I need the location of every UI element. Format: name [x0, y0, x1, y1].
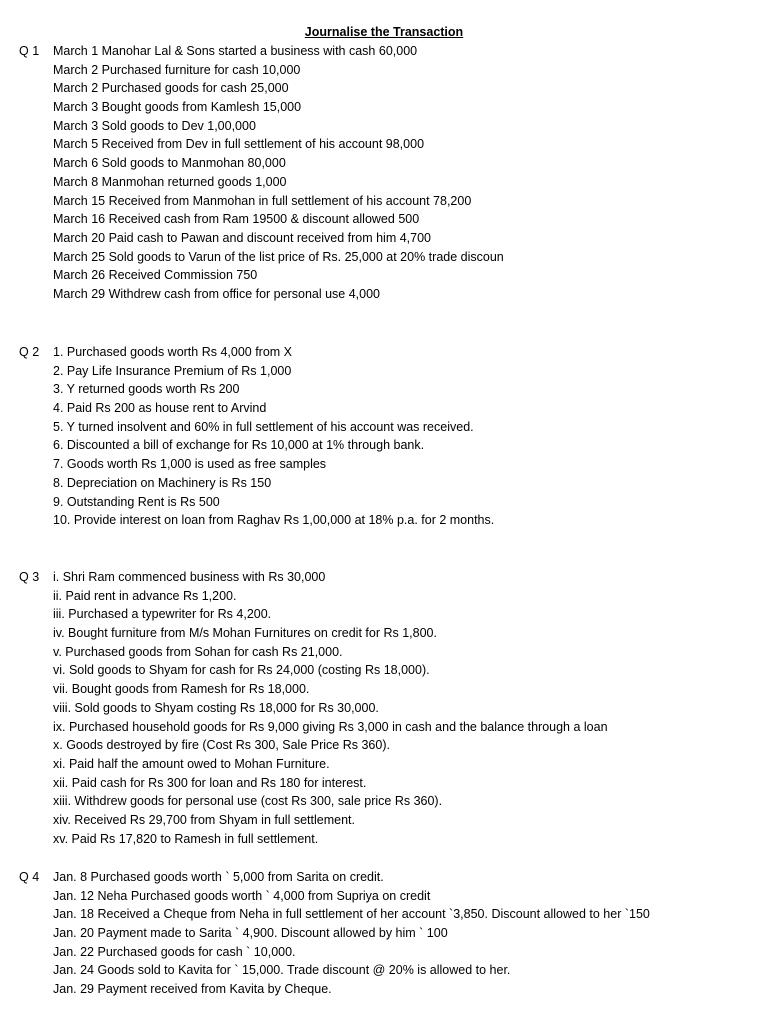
transaction-item: March 20 Paid cash to Pawan and discount received from him 4,700 — [53, 230, 431, 245]
transaction-item: iii. Purchased a typewriter for Rs 4,200. — [53, 607, 272, 622]
transaction-item: Jan. 29 Payment received from Kavita by Cheque. — [53, 982, 332, 997]
transaction-item: Jan. 24 Goods sold to Kavita for ` 15,000. Trade discount @ 20% is allowed to her. — [53, 963, 511, 978]
transaction-item: xii. Paid cash for Rs 300 for loan and Rs 180 for interest. — [53, 775, 367, 790]
transaction-item: March 15 Received from Manmohan in full settlement of his account 78,200 — [53, 193, 472, 208]
transaction-item: March 8 Manmohan returned goods 1,000 — [53, 174, 287, 189]
transaction-item: March 2 Purchased furniture for cash 10,000 — [53, 62, 301, 77]
transaction-item: viii. Sold goods to Shyam costing Rs 18,000 for Rs 30,000. — [53, 700, 379, 715]
transaction-list — [53, 868, 763, 999]
transaction-item: Jan. 20 Payment made to Sarita ` 4,900. Discount allowed by him ` 100 — [53, 926, 448, 941]
transaction-item: ix. Purchased household goods for Rs 9,000 giving Rs 3,000 in cash and the balance through a loan — [53, 719, 608, 734]
transaction-item: xv. Paid Rs 17,820 to Ramesh in full settlement. — [53, 831, 319, 846]
question-number: Q 1 — [19, 44, 40, 58]
transaction-item: 7. Goods worth Rs 1,000 is used as free samples — [53, 457, 327, 472]
transaction-item: March 5 Received from Dev in full settlement of his account 98,000 — [53, 137, 425, 152]
transaction-item: 2. Pay Life Insurance Premium of Rs 1,000 — [53, 363, 292, 378]
transaction-item: vii. Bought goods from Ramesh for Rs 18,000. — [53, 682, 310, 697]
transaction-item: March 26 Received Commission 750 — [53, 268, 258, 283]
transaction-item: iv. Bought furniture from M/s Mohan Furnitures on credit for Rs 1,800. — [53, 626, 437, 641]
transaction-item: March 1 Manohar Lal & Sons started a business with cash 60,000 — [53, 44, 418, 58]
transaction-item: March 29 Withdrew cash from office for personal use 4,000 — [53, 286, 381, 301]
transaction-item: v. Purchased goods from Sohan for cash Rs 21,000. — [53, 644, 343, 659]
transaction-item: 8. Depreciation on Machinery is Rs 150 — [53, 475, 272, 490]
transaction-list — [53, 568, 763, 848]
transaction-list — [53, 42, 763, 304]
transaction-item: x. Goods destroyed by fire (Cost Rs 300, Sale Price Rs 360). — [53, 738, 390, 753]
transaction-item: March 3 Bought goods from Kamlesh 15,000 — [53, 100, 302, 115]
transaction-item: Jan. 18 Received a Cheque from Neha in full settlement of her account `3,850. Discount allowed to her `150 — [53, 907, 650, 922]
transaction-item: 10. Provide interest on loan from Raghav Rs 1,00,000 at 18% p.a. for 2 months. — [53, 513, 495, 528]
transaction-item: March 3 Sold goods to Dev 1,00,000 — [53, 118, 256, 133]
transaction-item: xiv. Received Rs 29,700 from Shyam in full settlement. — [53, 812, 355, 827]
transaction-item: March 6 Sold goods to Manmohan 80,000 — [53, 156, 286, 171]
transaction-item: 9. Outstanding Rent is Rs 500 — [53, 494, 220, 509]
transaction-item: March 2 Purchased goods for cash 25,000 — [53, 81, 289, 96]
transaction-item: 1. Purchased goods worth Rs 4,000 from X — [53, 345, 293, 359]
transaction-item: 4. Paid Rs 200 as house rent to Arvind — [53, 401, 267, 416]
transaction-item: Jan. 8 Purchased goods worth ` 5,000 from Sarita on credit. — [53, 870, 384, 884]
transaction-item: Jan. 12 Neha Purchased goods worth ` 4,000 from Supriya on credit — [53, 888, 431, 903]
transaction-item: xiii. Withdrew goods for personal use (cost Rs 300, sale price Rs 360). — [53, 794, 443, 809]
page-title: Journalise the Transaction — [304, 25, 464, 39]
question-number: Q 2 — [19, 345, 40, 359]
transaction-item: vi. Sold goods to Shyam for cash for Rs 24,000 (costing Rs 18,000). — [53, 663, 430, 678]
transaction-item: xi. Paid half the amount owed to Mohan Furniture. — [53, 756, 330, 771]
transaction-item: ii. Paid rent in advance Rs 1,200. — [53, 588, 237, 603]
transaction-item: March 25 Sold goods to Varun of the list price of Rs. 25,000 at 20% trade discoun — [53, 249, 504, 264]
transaction-item: 5. Y turned insolvent and 60% in full settlement of his account was received. — [53, 419, 474, 434]
question-number: Q 4 — [19, 870, 40, 884]
transaction-item: 3. Y returned goods worth Rs 200 — [53, 382, 240, 397]
transaction-list — [53, 343, 763, 530]
transaction-item: Jan. 22 Purchased goods for cash ` 10,000. — [53, 944, 296, 959]
transaction-item: March 16 Received cash from Ram 19500 & discount allowed 500 — [53, 212, 420, 227]
question-number: Q 3 — [19, 570, 40, 584]
transaction-item: i. Shri Ram commenced business with Rs 30,000 — [53, 570, 326, 584]
transaction-item: 6. Discounted a bill of exchange for Rs 10,000 at 1% through bank. — [53, 438, 425, 453]
